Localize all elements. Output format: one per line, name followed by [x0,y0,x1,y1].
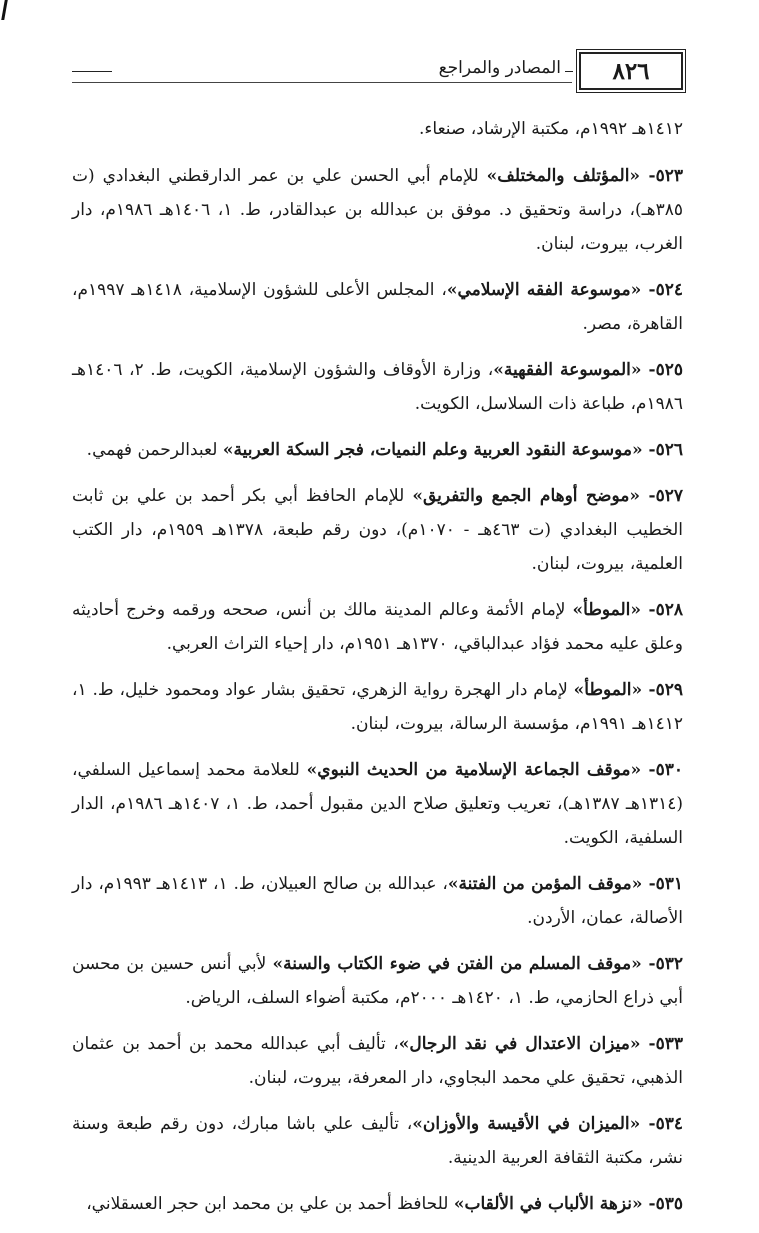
entry-number: ٥٢٦- [642,440,683,460]
entry-number: ٥٢٨- [641,600,683,620]
entry-number: ٥٢٧- [639,486,683,506]
entry-title: «الموطأ» [572,600,641,620]
references-list [72,112,683,1233]
entry-number: ٥٢٣- [640,166,683,186]
entry-text: ، تأليف أبي عبدالله محمد بن أحمد بن عثمان الذهبي، تحقيق علي محمد البجاوي، دار المعرفة، بيروت، لبنان. [72,1034,683,1088]
entry-title: «موسوعة الفقه الإسلامي» [446,280,642,300]
reference-entry-529 [72,673,683,741]
reference-entry-526 [72,433,683,467]
entry-number: ٥٣٢- [641,954,683,974]
entry-number: ٥٢٥- [641,360,683,380]
reference-entry-530 [72,753,683,855]
entry-text: ، المجلس الأعلى للشؤون الإسلامية، ١٤١٨هـ ١٩٩٧م، القاهرة، مصر. [72,280,683,334]
reference-entry-527 [72,479,683,581]
entry-title: «المؤتلف والمختلف» [486,166,641,186]
reference-entry-533 [72,1027,683,1095]
entry-text: ، وزارة الأوقاف والشؤون الإسلامية، الكويت، ط. ٢، ١٤٠٦هـ ١٩٨٦م، طباعة ذات السلاسل، الكويت. [72,360,683,414]
reference-entry-524 [72,273,683,341]
entry-text: لإمام الأئمة وعالم المدينة مالك بن أنس، صححه ورقمه وخرج أحاديثه وعلق عليه محمد فؤاد عبدالباقي، ١٣٧٠هـ ١٩٥١م، دار إحياء التراث العربي. [72,600,683,654]
entry-title: «الميزان في الأقيسة والأوزان» [412,1114,641,1134]
entry-text: للإمام الحافظ أبي بكر أحمد بن علي بن ثابت الخطيب البغدادي (ت ٤٦٣هـ - ١٠٧٠م)، دون رقم طبعة، ١٣٧٨هـ ١٩٥٩م، دار الكتب العلمية، بيروت، لبنان. [72,486,684,574]
entry-text: ، تأليف علي باشا مبارك، دون رقم طبعة وسنة نشر، مكتبة الثقافة العربية الدينية. [72,1114,683,1168]
entry-number: ٥٣١- [642,874,684,894]
running-title [439,58,561,78]
entry-number: ٥٣٤- [640,1114,683,1134]
page-number: ٨٢٦ [612,57,650,85]
entry-title: «نزهة الألباب في الألقاب» [453,1194,643,1214]
entry-title: «موقف الجماعة الإسلامية من الحديث النبوي» [306,760,642,780]
entry-text: لعبدالرحمن فهمي. [86,440,223,460]
entry-title: «موضح أوهام الجمع والتفريق» [412,486,640,506]
entry-number: ٥٢٤- [641,280,684,300]
page-header [72,52,683,96]
entry-number: ٥٣٠- [641,760,683,780]
reference-entry-531 [72,867,683,935]
entry-number: ٥٣٣- [640,1034,683,1054]
entry-text: للحافظ أحمد بن علي بن محمد ابن حجر العسقلاني، [86,1194,454,1214]
entry-title: «الموسوعة الفقهية» [493,360,642,380]
page-number-box [579,52,683,90]
reference-entry-534 [72,1107,683,1175]
reference-entry-535 [72,1187,683,1221]
reference-entry-532 [72,947,683,1015]
entry-number: ٥٢٩- [642,680,683,700]
running-title-text: المصادر والمراجع [438,58,561,78]
entry-text: ١٤١٢هـ ١٩٩٢م، مكتبة الإرشاد، صنعاء. [419,119,683,139]
entry-number: ٥٣٥- [642,1194,683,1214]
entry-text: للإمام أبي الحسن علي بن عمر الدارقطني البغدادي (ت ٣٨٥هـ)، دراسة وتحقيق د. موفق بن عبدالله بن عبدالقادر، ط. ١، ١٤٠٦هـ ١٩٨٦م، دار الغرب، بيروت، لبنان. [72,166,683,254]
entry-text: ، عبدالله بن صالح العبيلان، ط. ١، ١٤١٣هـ ١٩٩٣م، دار الأصالة، عمان، الأردن. [72,874,683,928]
entry-title: «موسوعة النقود العربية وعلم النميات، فجر السكة العربية» [222,440,643,460]
entry-title: «الموطأ» [573,680,643,700]
entry-title: «موقف المؤمن من الفتنة» [447,874,643,894]
page-corner-mark [1,0,8,20]
entry-title: «موقف المسلم من الفتن في ضوء الكتاب والسنة» [272,954,642,974]
entry-text: لإمام دار الهجرة رواية الزهري، تحقيق بشار عواد ومحمود خليل، ط. ١، ١٤١٢هـ ١٩٩١م، مؤسسة الرسالة، بيروت، لبنان. [72,680,683,734]
reference-entry-525 [72,353,683,421]
entry-title: «ميزان الاعتدال في نقد الرجال» [398,1034,641,1054]
reference-entry-continued [72,112,683,146]
header-rule-right [565,71,573,72]
header-underline [72,82,572,83]
entry-text: لأبي أنس حسين بن محسن أبي ذراع الحازمي، ط. ١، ١٤٢٠هـ ٢٠٠٠م، مكتبة أضواء السلف، الرياض. [72,954,683,1008]
entry-text: للعلامة محمد إسماعيل السلفي، (١٣١٤هـ ١٣٨٧هـ)، تعريب وتعليق صلاح الدين مقبول أحمد، ط. ١، ١٤٠٧هـ ١٩٨٦م، الدار السلفية، الكويت. [72,760,683,848]
reference-entry-528 [72,593,683,661]
reference-entry-523 [72,159,683,261]
header-rule-left [72,71,112,72]
